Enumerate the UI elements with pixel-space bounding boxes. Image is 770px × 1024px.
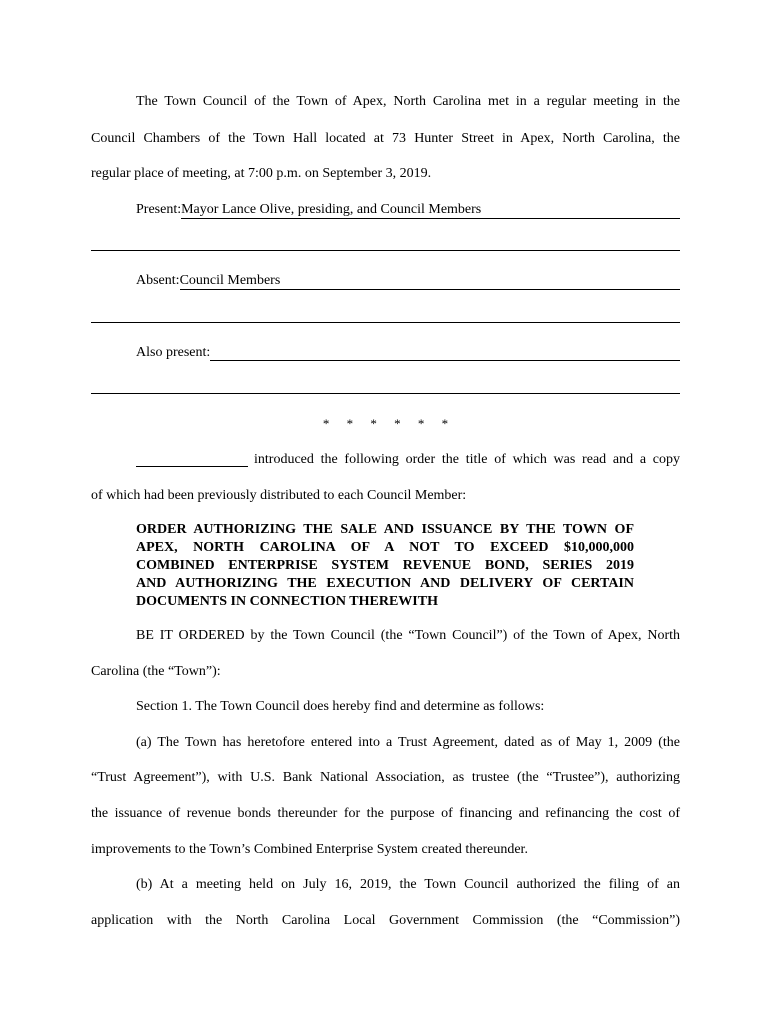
order-intro-line-2: of which had been previously distributed to each Council Member: xyxy=(91,488,467,503)
para-a-line-4: improvements to the Town’s Combined Enterprise System created thereunder. xyxy=(91,842,528,857)
present-field xyxy=(136,202,680,219)
absent-label: Absent: xyxy=(136,273,180,288)
present-continuation-line xyxy=(91,250,680,251)
also-present-label: Also present: xyxy=(136,345,211,360)
order-title xyxy=(136,521,634,611)
be-it-ordered-line-1: BE IT ORDERED by the Town Council (the “Town Council”) of the Town of Apex, North xyxy=(136,628,680,643)
section-1-heading: Section 1. The Town Council does hereby find and determine as follows: xyxy=(136,699,545,714)
para-b-line-2: application with the North Carolina Local Government Commission (the “Commission”) xyxy=(91,913,680,928)
also-present-value xyxy=(210,345,680,361)
intro-line-2: Council Chambers of the Town Hall located at 73 Hunter Street in Apex, North Carolina, the xyxy=(91,131,680,146)
para-a-line-3: the issuance of revenue bonds thereunder for the purpose of financing and refinancing the cost of xyxy=(91,806,680,821)
present-label: Present: xyxy=(136,202,182,217)
absent-continuation-line xyxy=(91,322,680,323)
para-b-line-1: (b) At a meeting held on July 16, 2019, the Town Council authorized the filing of an xyxy=(136,877,680,892)
order-intro-line-1 xyxy=(136,452,680,468)
order-title-line-2: APEX, NORTH CAROLINA OF A NOT TO EXCEED $10,000,000 xyxy=(136,540,634,555)
also-present-continuation-line xyxy=(91,393,680,394)
intro-line-3: regular place of meeting, at 7:00 p.m. on September 3, 2019. xyxy=(91,166,432,181)
introducer-blank xyxy=(136,452,248,467)
order-title-line-5: DOCUMENTS IN CONNECTION THEREWITH xyxy=(136,594,438,609)
present-value: Mayor Lance Olive, presiding, and Council Members xyxy=(181,202,680,219)
order-title-line-1: ORDER AUTHORIZING THE SALE AND ISSUANCE BY THE TOWN OF xyxy=(136,522,634,537)
be-it-ordered-line-2: Carolina (the “Town”): xyxy=(91,664,221,679)
also-present-field xyxy=(136,345,680,361)
order-intro-text: introduced the following order the title of which was read and a copy xyxy=(254,452,680,467)
absent-field xyxy=(136,273,680,290)
order-title-line-3: COMBINED ENTERPRISE SYSTEM REVENUE BOND, SERIES 2019 xyxy=(136,558,634,573)
section-separator: * * * * * * xyxy=(322,416,449,431)
order-title-line-4: AND AUTHORIZING THE EXECUTION AND DELIVERY OF CERTAIN xyxy=(136,576,634,591)
para-a-line-2: “Trust Agreement”), with U.S. Bank National Association, as trustee (the “Trustee”), authorizing xyxy=(91,770,680,785)
intro-line-1: The Town Council of the Town of Apex, North Carolina met in a regular meeting in the xyxy=(136,94,680,109)
absent-value: Council Members xyxy=(180,273,680,290)
para-a-line-1: (a) The Town has heretofore entered into a Trust Agreement, dated as of May 1, 2009 (the xyxy=(136,735,680,750)
